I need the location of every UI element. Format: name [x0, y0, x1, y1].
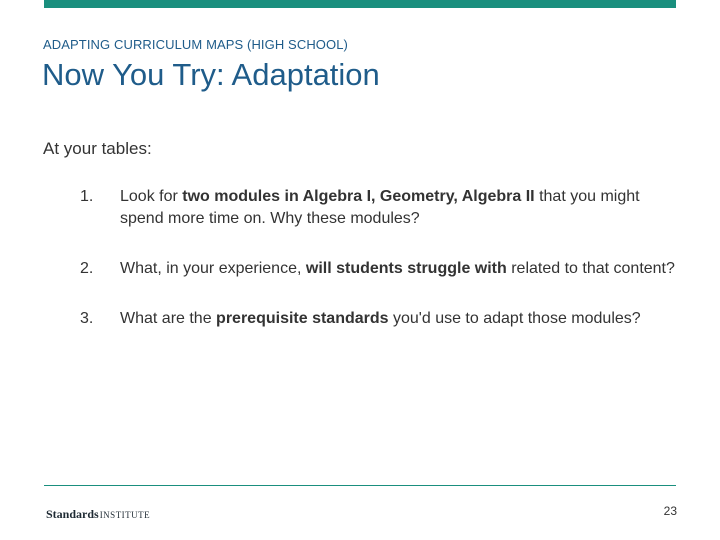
list-item-number: 2. [80, 260, 94, 277]
text-segment: that you might spend more time on. Why these modules? [120, 188, 640, 227]
text-segment: What are the [120, 310, 217, 327]
intro-text: At your tables: [43, 139, 152, 158]
top-accent-bar [44, 0, 676, 8]
list-item [80, 258, 685, 280]
logo-subtitle: INSTITUTE [99, 510, 151, 520]
page-number: 23 [663, 504, 677, 518]
list-item [80, 186, 685, 230]
standards-institute-logo [46, 505, 150, 523]
list-item-number: 3. [80, 310, 94, 327]
emphasis-text: prerequisite standards [216, 310, 389, 327]
list-item-text [120, 258, 685, 280]
list-item [80, 308, 685, 330]
text-segment: Look for [120, 188, 183, 205]
emphasis-text: will students struggle with [305, 260, 507, 277]
list-item-text [120, 186, 685, 230]
emphasis-text: two modules in Algebra I, Geometry, Algebra II [182, 188, 535, 205]
slide-title: Now You Try: Adaptation [42, 57, 380, 92]
question-list [80, 186, 685, 358]
text-segment: you'd use to adapt those modules? [388, 310, 641, 327]
footer-divider [44, 485, 676, 486]
text-segment: related to that content? [506, 260, 675, 277]
text-segment: What, in your experience, [120, 260, 306, 277]
list-item-text [120, 308, 685, 330]
list-item-number: 1. [80, 188, 94, 205]
logo-wordmark: Standards [46, 507, 99, 521]
section-kicker: ADAPTING CURRICULUM MAPS (HIGH SCHOOL) [43, 37, 348, 52]
